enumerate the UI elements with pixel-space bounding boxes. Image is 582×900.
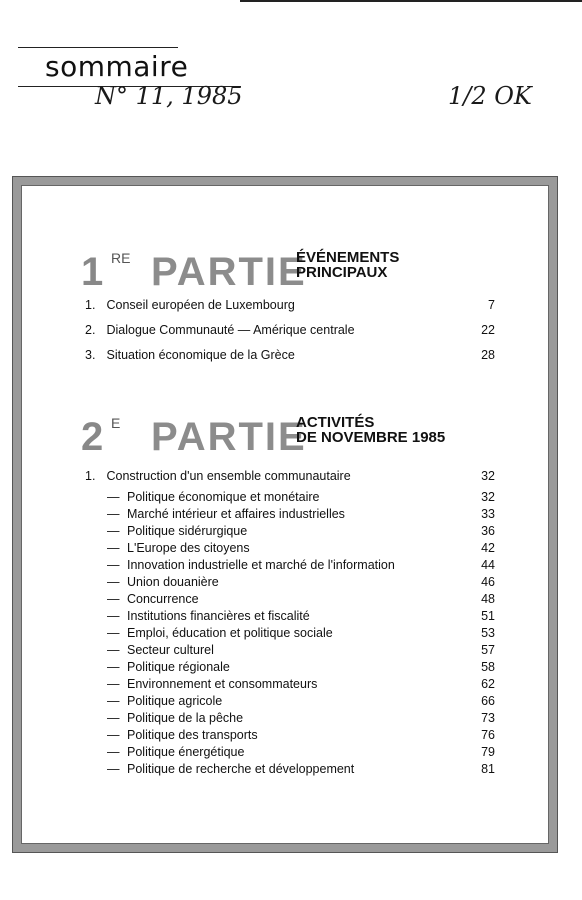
- entry-dash: —: [107, 762, 120, 776]
- entry-title: Institutions financières et fiscalité: [127, 609, 310, 623]
- entry-page: 57: [481, 643, 495, 657]
- entry-dash: —: [107, 677, 120, 691]
- entry-page: 32: [481, 469, 495, 483]
- entry-title: Situation économique de la Grèce: [106, 348, 295, 362]
- entry-title: Politique de la pêche: [127, 711, 244, 725]
- part-2-heading: [81, 413, 521, 463]
- toc-entry[interactable]: [85, 320, 495, 340]
- entry-page: 42: [481, 541, 495, 555]
- entry-dash: —: [107, 609, 120, 623]
- entry-number: 2.: [85, 323, 96, 337]
- entry-title: Politique de recherche et développement: [127, 762, 355, 776]
- entry-page: 22: [481, 323, 495, 337]
- entry-page: 36: [481, 524, 495, 538]
- toc-subentry[interactable]: [107, 523, 495, 540]
- entry-dash: —: [107, 694, 120, 708]
- entry-title: Politique énergétique: [127, 745, 245, 759]
- toc-subentry[interactable]: [107, 574, 495, 591]
- entry-dash: —: [107, 490, 120, 504]
- toc-subentry[interactable]: [107, 693, 495, 710]
- top-edge-rule: [240, 0, 582, 2]
- entry-title: L'Europe des citoyens: [127, 541, 250, 555]
- entry-page: 48: [481, 592, 495, 606]
- part-subtitle-line: DE NOVEMBRE 1985: [296, 429, 446, 446]
- entry-number: 1.: [85, 298, 96, 312]
- entry-dash: —: [107, 507, 120, 521]
- entry-page: 51: [481, 609, 495, 623]
- toc-subentry[interactable]: [107, 761, 495, 778]
- entry-dash: —: [107, 745, 120, 759]
- part-word: PARTIE: [151, 250, 307, 294]
- part-subtitle-line: ÉVÉNEMENTS: [296, 249, 400, 266]
- toc-subentry[interactable]: [107, 506, 495, 523]
- part-number: 2: [81, 415, 104, 459]
- part-number: 1: [81, 250, 104, 294]
- toc-subentry[interactable]: [107, 540, 495, 557]
- entry-title: Politique régionale: [127, 660, 230, 674]
- entry-title: Secteur culturel: [127, 643, 214, 657]
- contents-frame: [13, 177, 557, 852]
- entry-title: Politique économique et monétaire: [127, 490, 320, 504]
- entry-dash: —: [107, 541, 120, 555]
- entry-title: Construction d'un ensemble communautaire: [106, 469, 351, 483]
- part-subtitle: [296, 250, 399, 280]
- entry-title: Dialogue Communauté — Amérique centrale: [106, 323, 355, 337]
- part-word: PARTIE: [151, 415, 307, 459]
- part-subtitle-line: PRINCIPAUX: [296, 264, 388, 281]
- entry-page: 44: [481, 558, 495, 572]
- part-subtitle-line: ACTIVITÉS: [296, 414, 375, 431]
- toc-entry[interactable]: [85, 295, 495, 315]
- entry-number: 3.: [85, 348, 96, 362]
- toc-entry[interactable]: [85, 466, 495, 486]
- part-number-suffix: E: [111, 415, 121, 431]
- entry-dash: —: [107, 711, 120, 725]
- toc-subentry[interactable]: [107, 744, 495, 761]
- entry-title: Conseil européen de Luxembourg: [106, 298, 295, 312]
- toc-subentry[interactable]: [107, 727, 495, 744]
- title-rule-top: [18, 47, 178, 48]
- entry-title: Union douanière: [127, 575, 219, 589]
- entry-page: 7: [488, 298, 495, 312]
- entry-page: 81: [481, 762, 495, 776]
- entry-number: 1.: [85, 469, 96, 483]
- entry-title: Environnement et consommateurs: [127, 677, 318, 691]
- entry-page: 28: [481, 348, 495, 362]
- entry-dash: —: [107, 660, 120, 674]
- toc-subentry[interactable]: [107, 591, 495, 608]
- entry-dash: —: [107, 592, 120, 606]
- toc-subentry[interactable]: [107, 676, 495, 693]
- entry-title: Concurrence: [127, 592, 199, 606]
- entry-dash: —: [107, 558, 120, 572]
- entry-title: Emploi, éducation et politique sociale: [127, 626, 333, 640]
- handwritten-approval-note: 1/2 OK: [448, 82, 532, 110]
- part-subtitle: [296, 415, 445, 445]
- entry-title: Marché intérieur et affaires industrielles: [127, 507, 345, 521]
- toc-subentry[interactable]: [107, 642, 495, 659]
- entry-page: 73: [481, 711, 495, 725]
- toc-subentry[interactable]: [107, 557, 495, 574]
- entry-dash: —: [107, 575, 120, 589]
- entry-page: 76: [481, 728, 495, 742]
- entry-title: Politique des transports: [127, 728, 258, 742]
- entry-dash: —: [107, 643, 120, 657]
- entry-dash: —: [107, 524, 120, 538]
- handwritten-issue-note: N° 11, 1985: [95, 82, 243, 110]
- entry-title: Politique agricole: [127, 694, 223, 708]
- entry-title: Politique sidérurgique: [127, 524, 248, 538]
- entry-page: 58: [481, 660, 495, 674]
- page-title: sommaire: [45, 50, 189, 83]
- toc-subentry[interactable]: [107, 625, 495, 642]
- toc-entry[interactable]: [85, 345, 495, 365]
- entry-dash: —: [107, 626, 120, 640]
- entry-page: 33: [481, 507, 495, 521]
- entry-page: 32: [481, 490, 495, 504]
- entry-page: 79: [481, 745, 495, 759]
- entry-title: Innovation industrielle et marché de l'information: [127, 558, 395, 572]
- toc-subentry[interactable]: [107, 489, 495, 506]
- part-1-heading: [81, 248, 521, 298]
- toc-subentry[interactable]: [107, 608, 495, 625]
- toc-subentry[interactable]: [107, 659, 495, 676]
- toc-subentry[interactable]: [107, 710, 495, 727]
- part-number-suffix: RE: [111, 250, 131, 266]
- entry-page: 53: [481, 626, 495, 640]
- entry-dash: —: [107, 728, 120, 742]
- entry-page: 66: [481, 694, 495, 708]
- entry-page: 62: [481, 677, 495, 691]
- entry-page: 46: [481, 575, 495, 589]
